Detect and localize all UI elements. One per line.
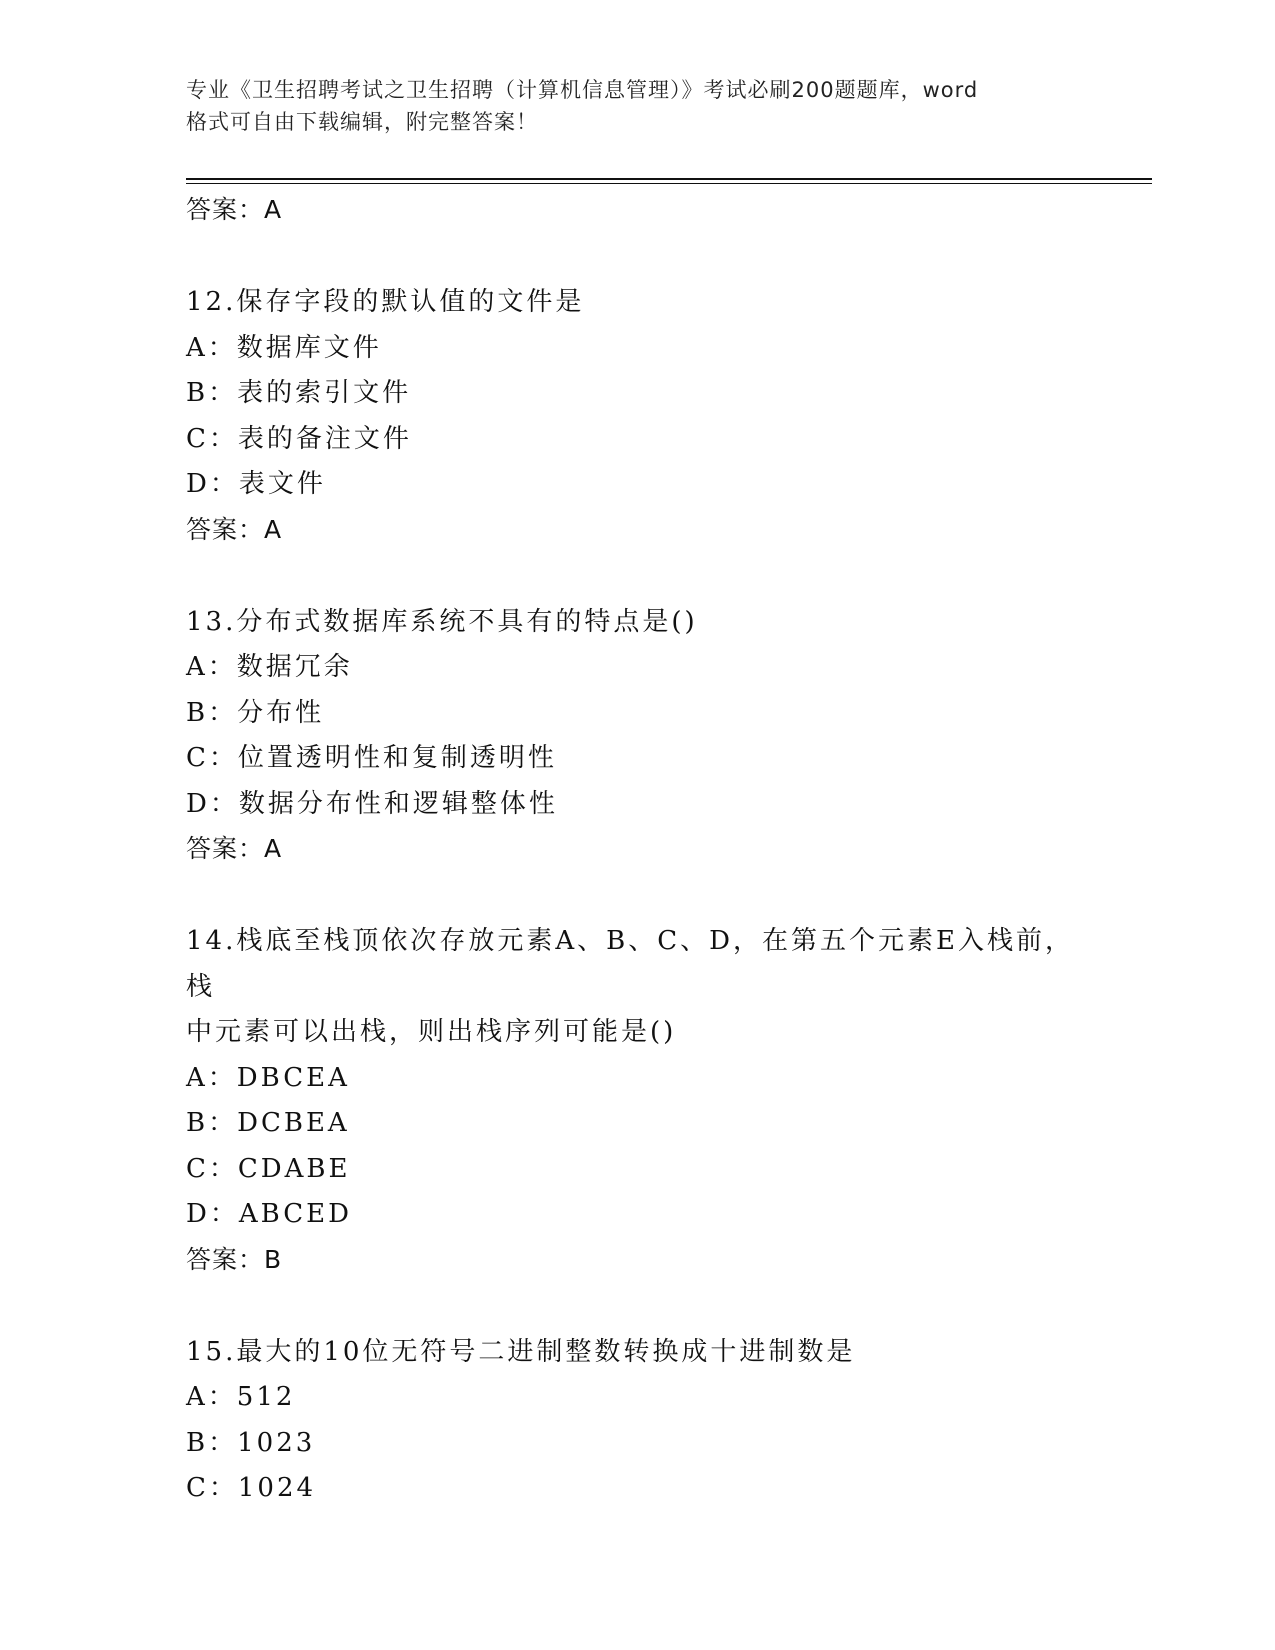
option-b: B：表的索引文件 <box>186 378 412 408</box>
question-list <box>186 188 1086 1512</box>
option-d: D：表文件 <box>186 469 326 499</box>
document-header <box>186 74 1106 138</box>
question-stem: 13.分布式数据库系统不具有的特点是() <box>186 606 698 637</box>
option-c: C：位置透明性和复制透明性 <box>186 743 557 773</box>
option-d: D：数据分布性和逻辑整体性 <box>186 788 558 819</box>
option-c: C：1024 <box>186 1473 317 1503</box>
option-a: A：数据库文件 <box>186 332 382 363</box>
option-b: B：DCBEA <box>186 1108 350 1138</box>
header-divider-thick <box>186 178 1152 180</box>
option-c: C：CDABE <box>186 1153 351 1184</box>
option-b: B：1023 <box>186 1427 316 1458</box>
answer: 答案：A <box>186 514 283 544</box>
question-block <box>186 1330 1086 1512</box>
header-title-line-2: 格式可自由下载编辑，附完整答案！ <box>186 110 538 134</box>
question-stem: 12.保存字段的默认值的文件是 <box>186 287 585 317</box>
question-block <box>186 919 1086 1282</box>
option-a: A：512 <box>186 1382 296 1412</box>
question-stem: 15.最大的10位无符号二进制整数转换成十进制数是 <box>186 1336 856 1367</box>
question-block <box>186 280 1086 552</box>
answer: 答案：A <box>186 834 283 863</box>
question-stem-line-2: 中元素可以出栈，则出栈序列可能是() <box>186 1017 677 1047</box>
answer: 答案：B <box>186 1244 283 1274</box>
question-block <box>186 600 1086 872</box>
header-title-line-1: 专业《卫生招聘考试之卫生招聘（计算机信息管理）》考试必刷200题题库，word <box>186 78 979 102</box>
question-stem-line-1: 14.栈底至栈顶依次存放元素A、B、C、D，在第五个元素E入栈前，栈 <box>186 926 1074 1002</box>
option-a: A：数据冗余 <box>186 652 353 682</box>
previous-answer: 答案：A <box>186 195 283 224</box>
option-b: B：分布性 <box>186 697 325 728</box>
option-a: A：DBCEA <box>186 1062 350 1093</box>
option-c: C：表的备注文件 <box>186 423 412 454</box>
option-d: D：ABCED <box>186 1199 352 1229</box>
header-divider-thin <box>186 183 1152 184</box>
